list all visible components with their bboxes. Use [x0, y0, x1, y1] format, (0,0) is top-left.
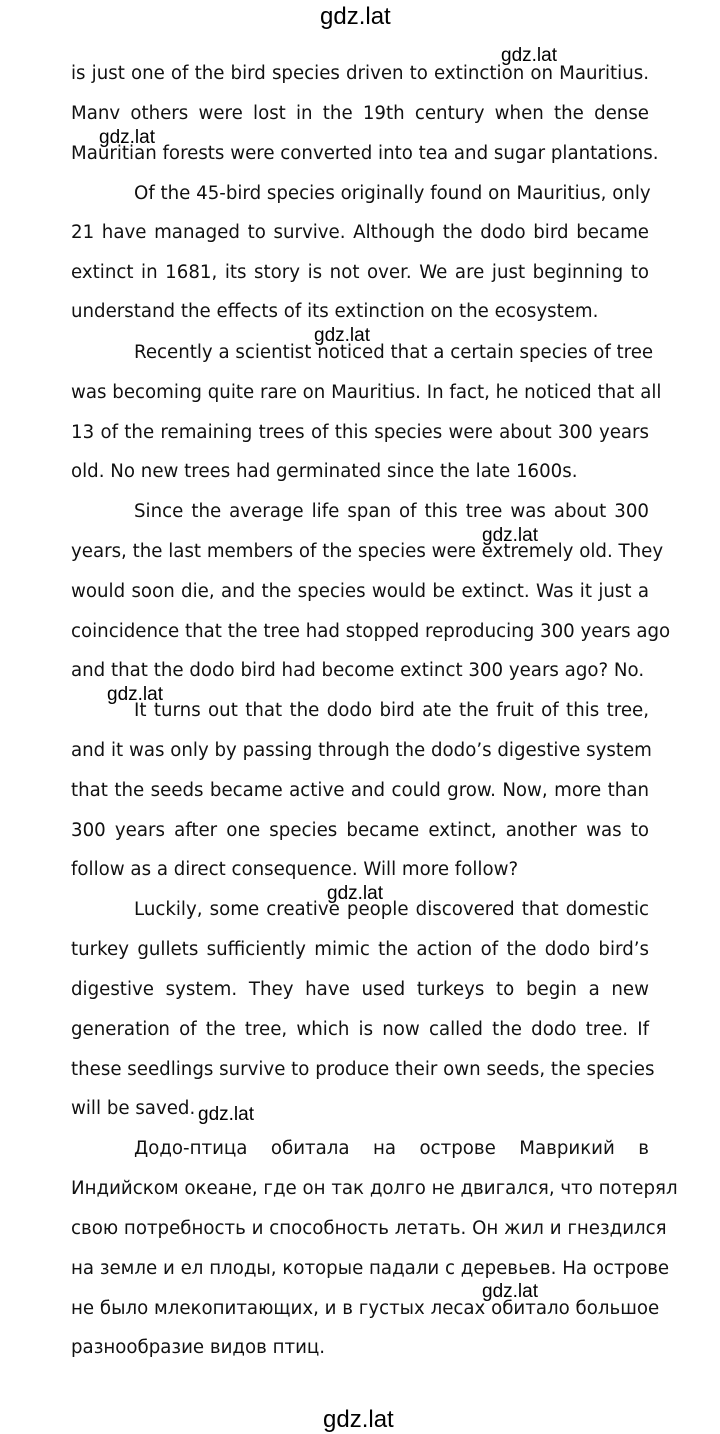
watermark-bottom: gdz.lat [323, 1406, 394, 1433]
text-line: would soon die, and the species would be extinct. Was it just a [71, 581, 649, 602]
text-line: coincidence that the tree had stopped reproducing 300 years ago [71, 621, 671, 642]
watermark-top: gdz.lat [320, 3, 391, 30]
text-line: generation of the tree, which is now called the dodo tree. If [71, 1019, 649, 1040]
text-line: is just one of the bird species driven to extinction on Mauritius. [71, 63, 649, 84]
text-line: Luckily, some creative people discovered that domestic [134, 899, 649, 920]
text-line: Of the 45-bird species originally found on Mauritius, only [134, 183, 651, 204]
text-line: that the seeds became active and could grow. Now, more than [71, 780, 649, 801]
text-line: years, the last members of the species were extremely old. They [71, 541, 664, 562]
text-line: 21 have managed to survive. Although the dodo bird became [71, 222, 649, 243]
text-line: Recently a scientist noticed that a certain species of tree [134, 342, 654, 363]
text-line: and it was only by passing through the dodo’s digestive system [71, 740, 652, 761]
text-line: extinct in 1681, its story is not over. We are just beginning to [71, 262, 649, 283]
text-line: will be saved. [71, 1098, 196, 1119]
text-line: turkey gullets sufficiently mimic the action of the dodo bird’s [71, 939, 649, 960]
text-line: digestive system. They have used turkeys to begin a new [71, 979, 649, 1000]
text-line: 13 of the remaining trees of this species were about 300 years [71, 422, 649, 443]
watermark: gdz.lat [501, 45, 557, 66]
text-line: understand the effects of its extinction on the ecosystem. [71, 301, 599, 322]
text-line: Додо-птица обитала на острове Маврикий в [134, 1138, 649, 1159]
text-line: не было млекопитающих, и в густых лесах обитало большое [71, 1298, 660, 1319]
watermark: gdz.lat [482, 1281, 538, 1302]
text-line: was becoming quite rare on Mauritius. In fact, he noticed that all [71, 382, 662, 403]
watermark: gdz.lat [99, 127, 155, 148]
text-line: Manv others were lost in the 19th century when the dense [71, 103, 649, 124]
text-line: разнообразие видов птиц. [71, 1337, 326, 1358]
text-line: 300 years after one species became extinct, another was to [71, 820, 649, 841]
watermark: gdz.lat [107, 684, 163, 705]
text-line: на земле и ел плоды, которые падали с деревьев. На острове [71, 1258, 670, 1279]
text-line: It turns out that the dodo bird ate the fruit of this tree, [134, 700, 649, 721]
text-line: these seedlings survive to produce their own seeds, the species [71, 1059, 655, 1080]
text-line: Since the average life span of this tree was about 300 [134, 501, 649, 522]
text-line: old. No new trees had germinated since the late 1600s. [71, 461, 578, 482]
text-line: Индийском океане, где он так долго не двигался, что потерял [71, 1178, 678, 1199]
watermark: gdz.lat [198, 1104, 254, 1125]
text-line: Mauritian forests were converted into tea and sugar plantations. [71, 143, 659, 164]
watermark: gdz.lat [327, 883, 383, 904]
watermark: gdz.lat [482, 525, 538, 546]
text-line: and that the dodo bird had become extinct 300 years ago? No. [71, 660, 645, 681]
text-line: follow as a direct consequence. Will more follow? [71, 859, 519, 880]
text-line: свою потребность и способность летать. Он жил и гнездился [71, 1218, 667, 1239]
watermark: gdz.lat [314, 325, 370, 346]
